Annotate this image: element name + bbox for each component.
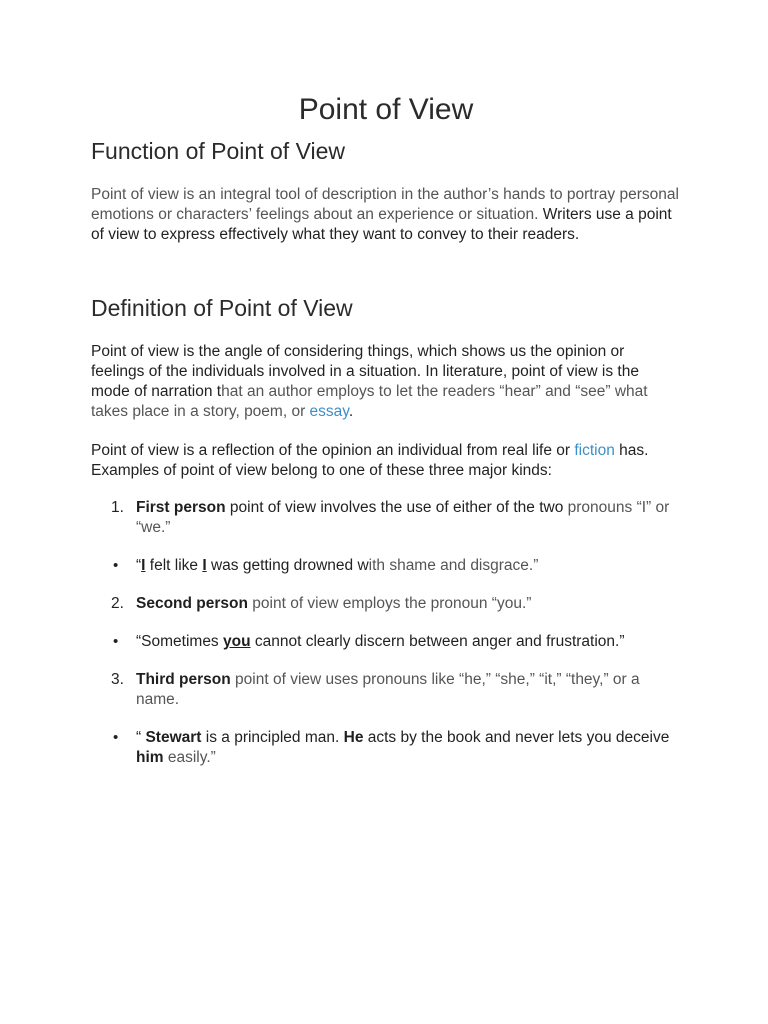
bullet-icon: • <box>113 633 119 650</box>
bullet-example-second-person <box>91 632 681 652</box>
term-first-person: First person <box>136 499 226 516</box>
list-number: 1. <box>111 499 124 516</box>
item1-text-dark: point of view involves the use of either of the two <box>225 499 568 516</box>
bullet-icon: • <box>113 729 119 746</box>
emphasis-word: I <box>202 557 207 574</box>
bullet1-text-a: felt like <box>145 557 203 574</box>
definition-2-end: has. Examples of point of view belong to one of these three major kinds: <box>91 442 649 479</box>
bullet3-text-a: is a principled man. <box>201 729 344 746</box>
bullet3-text-light: easily.” <box>163 749 216 766</box>
open-quote: “ <box>136 729 146 746</box>
item2-text-light: point of view employs the pronoun “you.” <box>247 595 532 612</box>
bullet1-text-b: was getting drowned w <box>206 557 369 574</box>
emphasis-word: you <box>223 633 251 650</box>
fiction-link[interactable]: fiction <box>574 442 615 459</box>
definition-text-end: . <box>348 403 354 420</box>
bullet-example-first-person <box>91 556 681 576</box>
list-item-third-person <box>91 670 681 710</box>
term-third-person: Third person <box>136 671 231 688</box>
definition-2-start: Point of view is a reflection of the opinion an individual from real life or <box>91 442 575 459</box>
item3-text-light: point of view uses pronouns like “he,” “she,” “it,” “they,” or a name. <box>136 671 640 708</box>
definition-heading: Definition of Point of View <box>91 295 353 321</box>
bullet-icon: • <box>113 557 119 574</box>
definition-paragraph-1 <box>91 342 681 422</box>
definition-text-dark: Point of view is the angle of considering things, which shows us the opinion or feelings of the individuals involved in a situation. In literature, point of view is the mode of narration t <box>91 343 639 400</box>
page-title: Point of View <box>298 93 474 126</box>
function-text-light: Point of view is an integral tool of description in the author’s hands to portray personal emotions or characters’ feelings about an experience or situation. <box>91 186 679 223</box>
term-second-person: Second person <box>136 595 248 612</box>
document-page <box>91 92 681 786</box>
list-item-second-person <box>91 594 681 614</box>
bullet1-text-light: ith shame and disgrace.” <box>368 557 539 574</box>
open-quote: “ <box>136 557 142 574</box>
list-number: 3. <box>111 671 124 688</box>
definition-paragraph-2 <box>91 441 681 481</box>
bullet3-text-b: acts by the book and never lets you deceive <box>363 729 670 746</box>
list-number: 2. <box>111 595 124 612</box>
bullet2-text-b: cannot clearly discern between anger and frustration.” <box>250 633 625 650</box>
definition-text-light: hat an author employs to let the readers “hear” and “see” what takes place in a story, poem, or <box>91 383 648 420</box>
essay-link[interactable]: essay <box>309 403 349 420</box>
function-paragraph <box>91 185 681 245</box>
function-text-dark: Writers use a point of view to express effectively what they want to convey to their readers. <box>91 206 672 243</box>
list-item-first-person <box>91 498 681 538</box>
emphasis-word: He <box>343 729 364 746</box>
item1-text-light: pronouns “I” or “we.” <box>136 499 670 536</box>
emphasis-word: Stewart <box>145 729 202 746</box>
emphasis-word: him <box>136 749 164 766</box>
bullet-example-third-person <box>91 728 681 768</box>
bullet2-text-a: “Sometimes <box>136 633 223 650</box>
emphasis-word: I <box>141 557 146 574</box>
function-heading: Function of Point of View <box>91 138 345 164</box>
